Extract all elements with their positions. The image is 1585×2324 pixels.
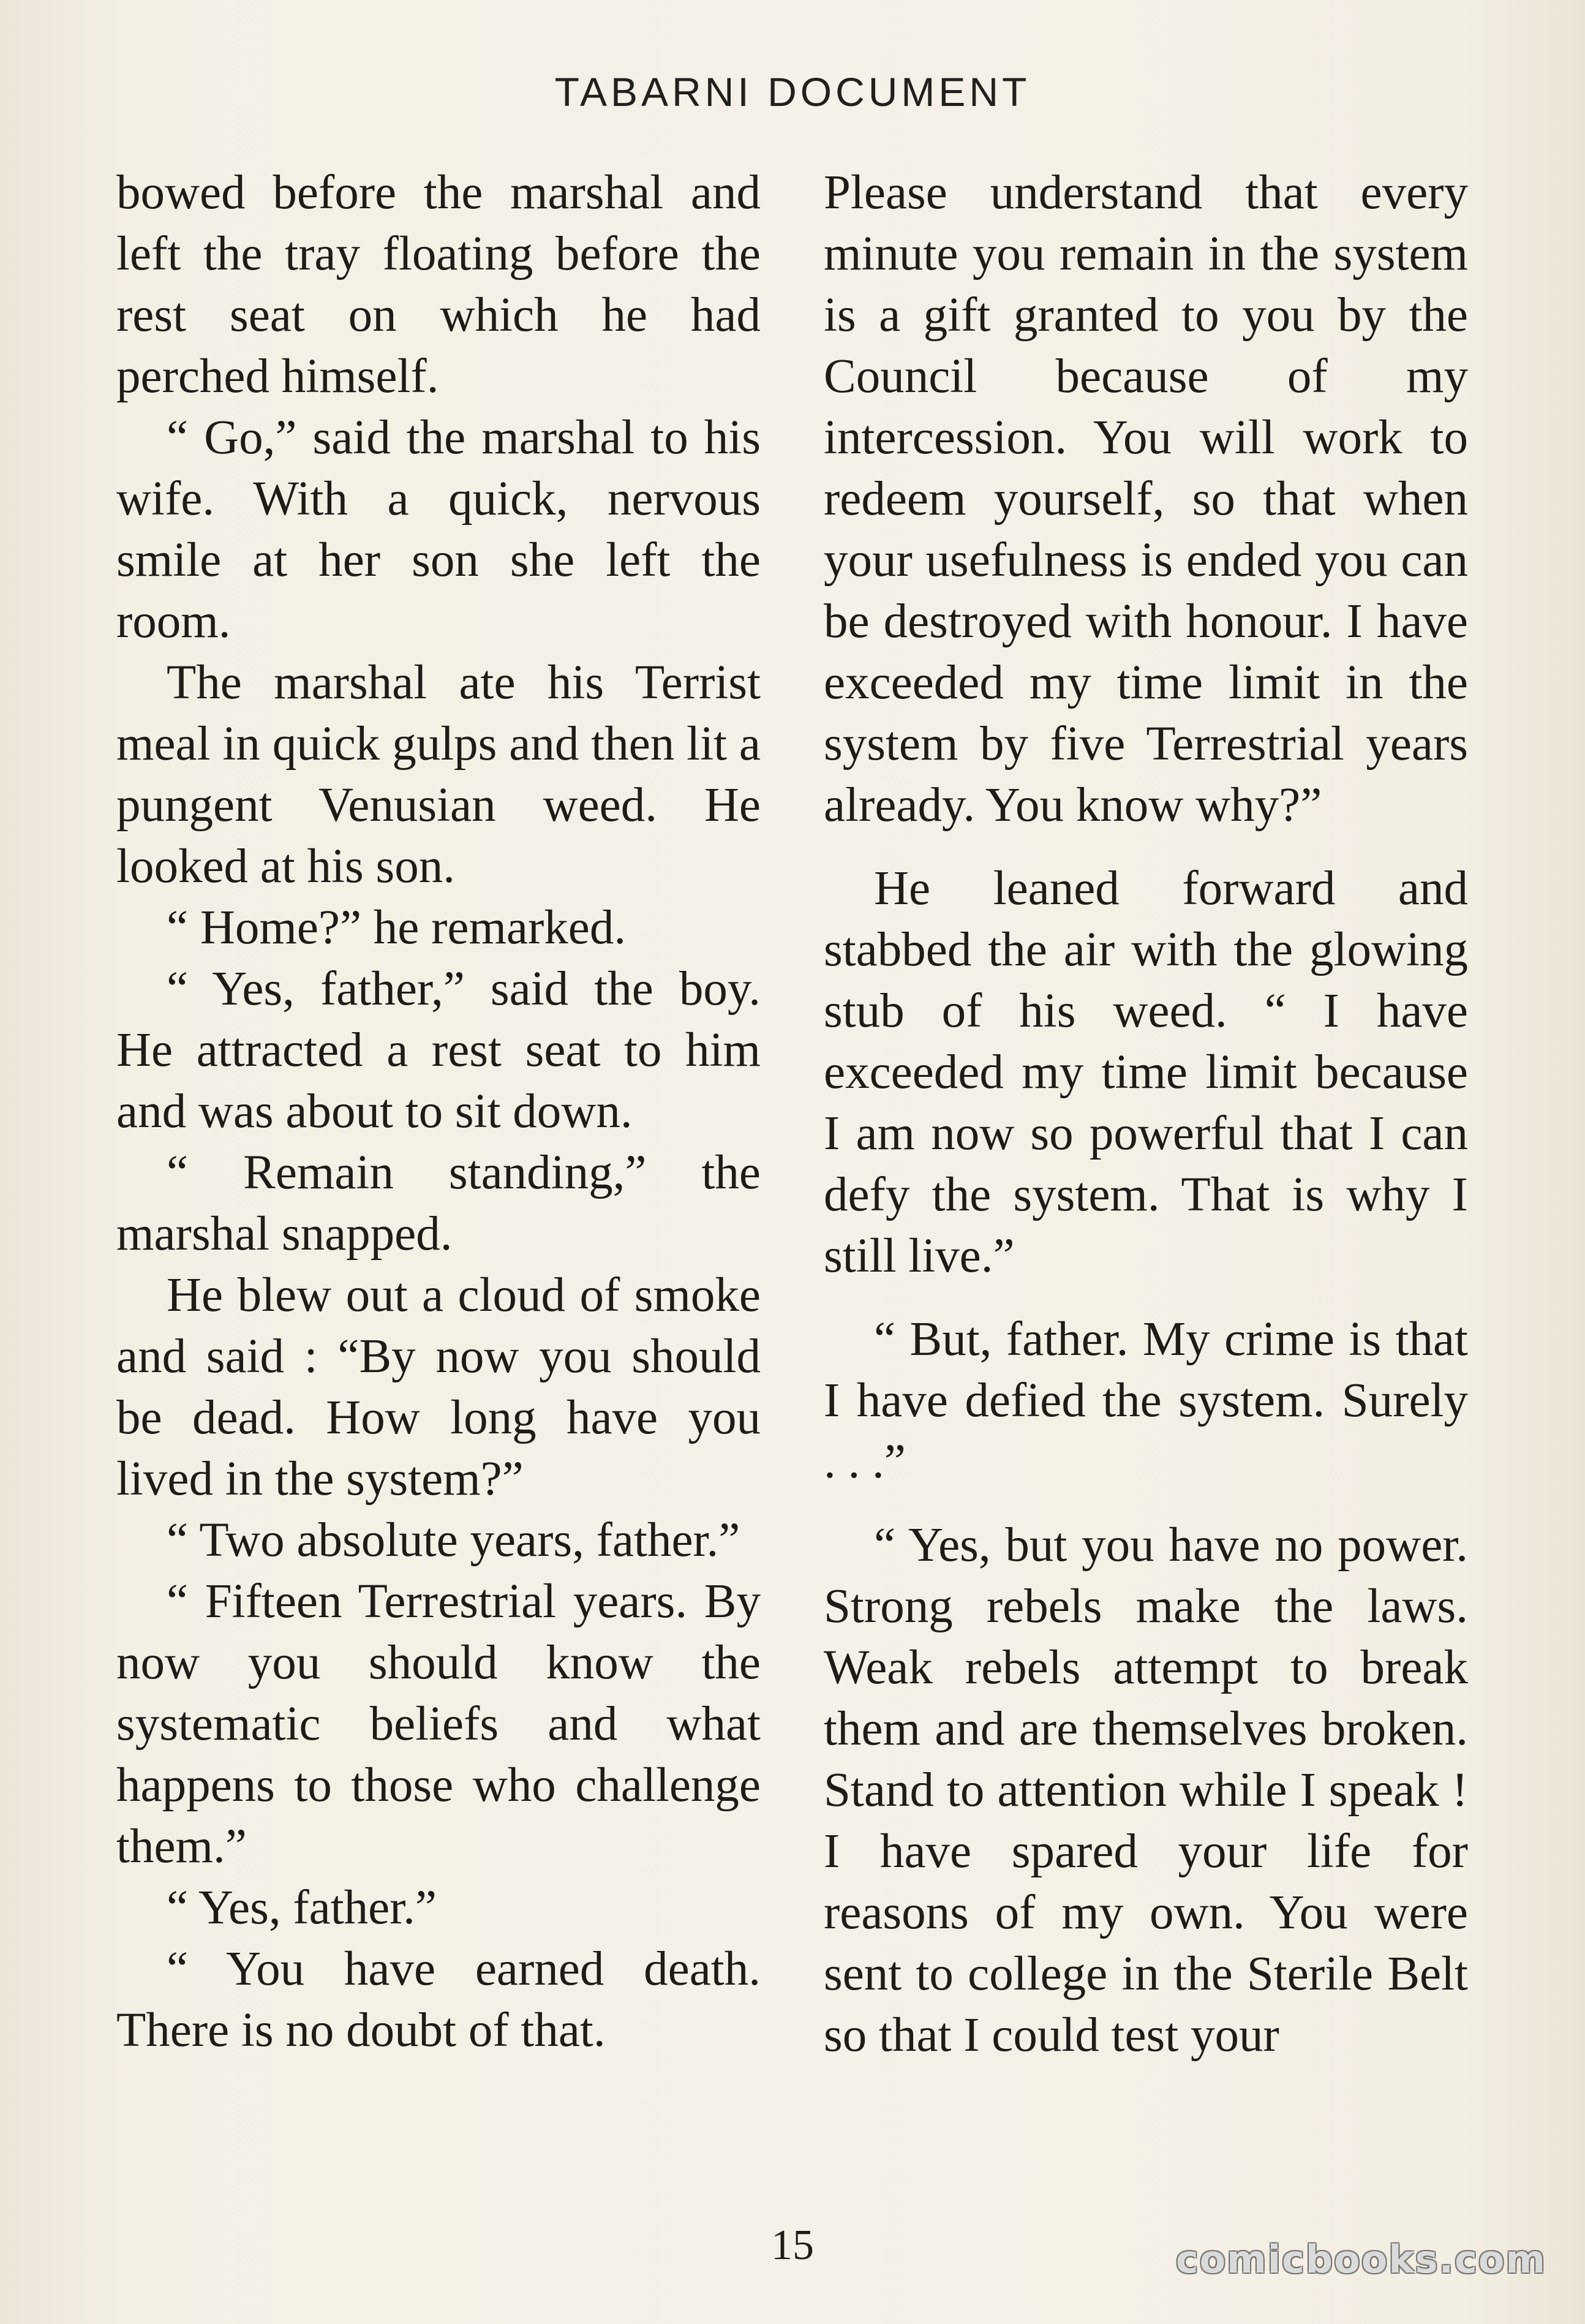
left-paragraph-3: The marshal ate his Terrist meal in quick gulps and then lit a pungent Venusian weed. He looked at his son.: [116, 656, 761, 893]
left-paragraph-7: He blew out a cloud of smoke and said : “By now you should be dead. How long have you lived in the system?”: [116, 1269, 761, 1506]
left-paragraph-11: “ You have earned death. There is no doubt of that.: [116, 1942, 761, 2057]
left-paragraph-8: “ Two absolute years, father.”: [167, 1514, 740, 1567]
page-number: 15: [771, 2222, 814, 2269]
right-text-column: [824, 162, 1468, 2066]
left-paragraph-9: “ Fifteen Terrestrial years. By now you should know the systematic beliefs and what happens to those who challenge them.”: [116, 1575, 761, 1873]
site-watermark: comicbooks.com: [1175, 2237, 1546, 2282]
left-paragraph-2: “ Go,” said the marshal to his wife. With a quick, nervous smile at her son she left the room.: [116, 411, 761, 648]
left-text-column: [116, 162, 761, 2061]
right-paragraph-3: “ But, father. My crime is that I have defied the system. Surely . . .”: [824, 1313, 1468, 1488]
page-header-title: TABARNI DOCUMENT: [554, 69, 1031, 115]
right-paragraph-2: He leaned forward and stabbed the air with the glowing stub of his weed. “ I have exceeded my time limit because I am now so powerful that I can defy the system. That is why I still live.”: [824, 862, 1468, 1283]
left-paragraph-10: “ Yes, father.”: [167, 1881, 437, 1934]
left-paragraph-1: bowed before the marshal and left the tray floating before the rest seat on which he had perched himself.: [116, 166, 761, 403]
right-paragraph-1: Please understand that every minute you remain in the system is a gift granted to you by the Council because of my intercession. You will work to redeem yourself, so that when your usefulness is ended you can be destroyed with honour. I have exceeded my time limit in the system by five Terrestrial years already. You know why?”: [824, 166, 1468, 832]
left-paragraph-6: “ Remain standing,” the marshal snapped.: [116, 1146, 761, 1261]
left-paragraph-5: “ Yes, father,” said the boy. He attracted a rest seat to him and was about to sit down.: [116, 962, 761, 1138]
right-paragraph-4: “ Yes, but you have no power. Strong rebels make the laws. Weak rebels attempt to break them and are themselves broken. Stand to attention while I speak ! I have spared your life for reasons of my own. You were sent to college in the Sterile Belt so that I could test your: [824, 1519, 1468, 2062]
left-paragraph-4: “ Home?” he remarked.: [167, 901, 627, 954]
